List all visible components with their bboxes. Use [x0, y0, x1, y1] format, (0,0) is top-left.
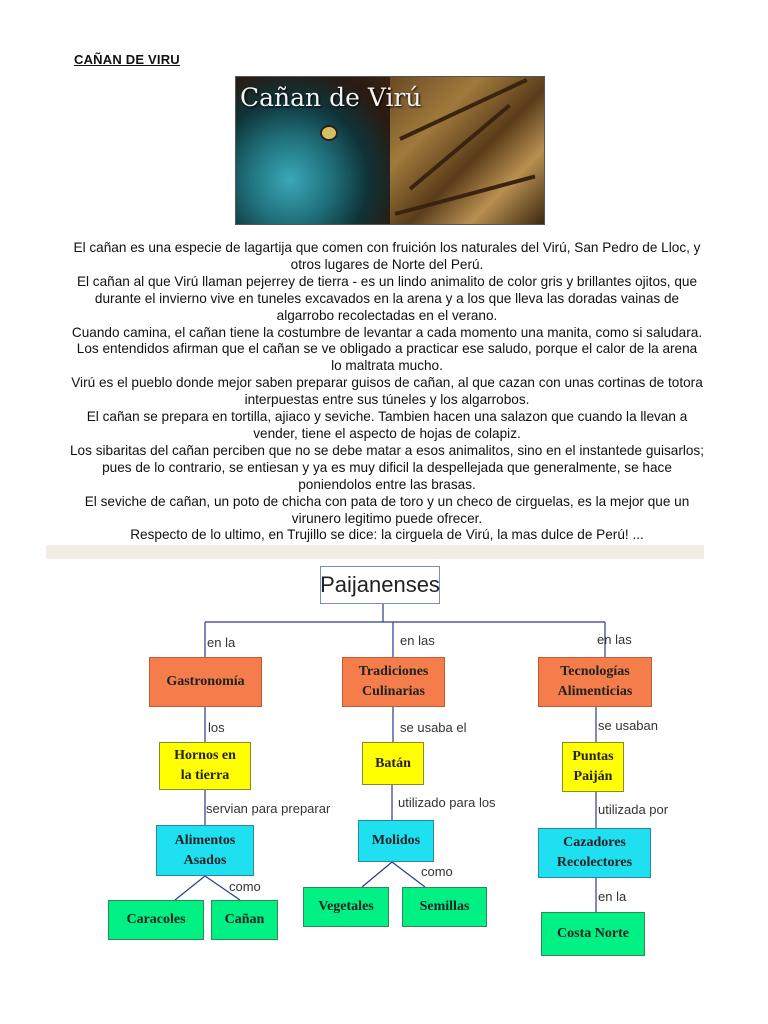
paragraph: Respecto de lo ultimo, en Trujillo se dice: la cirguela de Virú, la mas dulce de Perú! ...: [130, 527, 644, 543]
concept-tradiciones: Tradiciones Culinarias: [342, 657, 445, 707]
photo-caption: Cañan de Virú: [240, 83, 422, 112]
concept-alimentos-asados: Alimentos Asados: [156, 825, 254, 876]
paragraph: Cuando camina, el cañan tiene la costumbre de levantar a cada momento una manita, como si saludara. Los entendidos afirman que el cañan se ve obligado a practicar ese saludo, porque el calor de la arena lo maltrata mucho.: [71, 324, 703, 374]
link-label: en las: [400, 633, 435, 648]
concept-batan: Batán: [362, 742, 424, 785]
paragraph: El cañan se prepara en tortilla, ajiaco y seviche. Tambien hacen una salazon que cuando la llevan a vender, tiene el aspecto de hojas de colapiz.: [86, 409, 688, 441]
concept-canan: Cañan: [211, 900, 278, 940]
concept-molidos: Molidos: [358, 820, 434, 862]
page-title: CAÑAN DE VIRU: [74, 52, 180, 67]
paragraph: Virú es el pueblo donde mejor saben preparar guisos de cañan, al que cazan con unas cortinas de totora interpuestas entre sus túneles y los algarrobos.: [71, 375, 703, 408]
concept-vegetales: Vegetales: [303, 887, 389, 927]
concept-costa-norte: Costa Norte: [541, 912, 645, 956]
concept-cazadores: Cazadores Recolectores: [538, 828, 651, 878]
concept-caracoles: Caracoles: [108, 900, 204, 940]
paragraph: Los sibaritas del cañan perciben que no se debe matar a esos animalitos, sino en el instantede guisarlos; pues de lo contrario, se entiesan y ya es muy dificil la despellejada que generalmente, se hace poniendolos entre las brasas.: [70, 442, 705, 492]
link-label: los: [208, 720, 225, 735]
concept-semillas: Semillas: [402, 887, 487, 927]
concept-root: Paijanenses: [320, 566, 440, 604]
link-label: como: [229, 879, 261, 894]
concept-hornos: Hornos en la tierra: [159, 742, 251, 790]
link-label: en la: [598, 889, 627, 904]
link-label: como: [421, 864, 453, 879]
paragraph: El cañan es una especie de lagartija que comen con fruición los naturales del Virú, San Pedro de Lloc, y otros lugares de Norte del Perú.: [73, 240, 701, 272]
link-label: utilizado para los: [398, 795, 496, 810]
concept-gastronomia: Gastronomía: [149, 657, 262, 707]
link-label: en las: [597, 632, 632, 647]
paragraph: El cañan al que Virú llaman pejerrey de tierra - es un lindo animalito de color gris y brillantes ojitos, que durante el invierno vive en tuneles excavados en la arena y a los que lleva las doradas vainas de algarrobo recolectadas en el verano.: [76, 273, 698, 323]
link-label: se usaba el: [400, 720, 467, 735]
link-label: se usaban: [598, 718, 658, 733]
link-label: en la: [207, 635, 236, 650]
concept-puntas-paijan: Puntas Paiján: [562, 742, 624, 792]
link-label: servian para preparar: [206, 801, 331, 816]
concept-tecnologias: Tecnologías Alimenticias: [538, 657, 652, 707]
paragraph: El seviche de cañan, un poto de chicha con pata de toro y un checo de cirguelas, es la mejor que un virunero legitimo puede ofrecer.: [84, 493, 690, 526]
link-label: utilizada por: [598, 802, 669, 817]
